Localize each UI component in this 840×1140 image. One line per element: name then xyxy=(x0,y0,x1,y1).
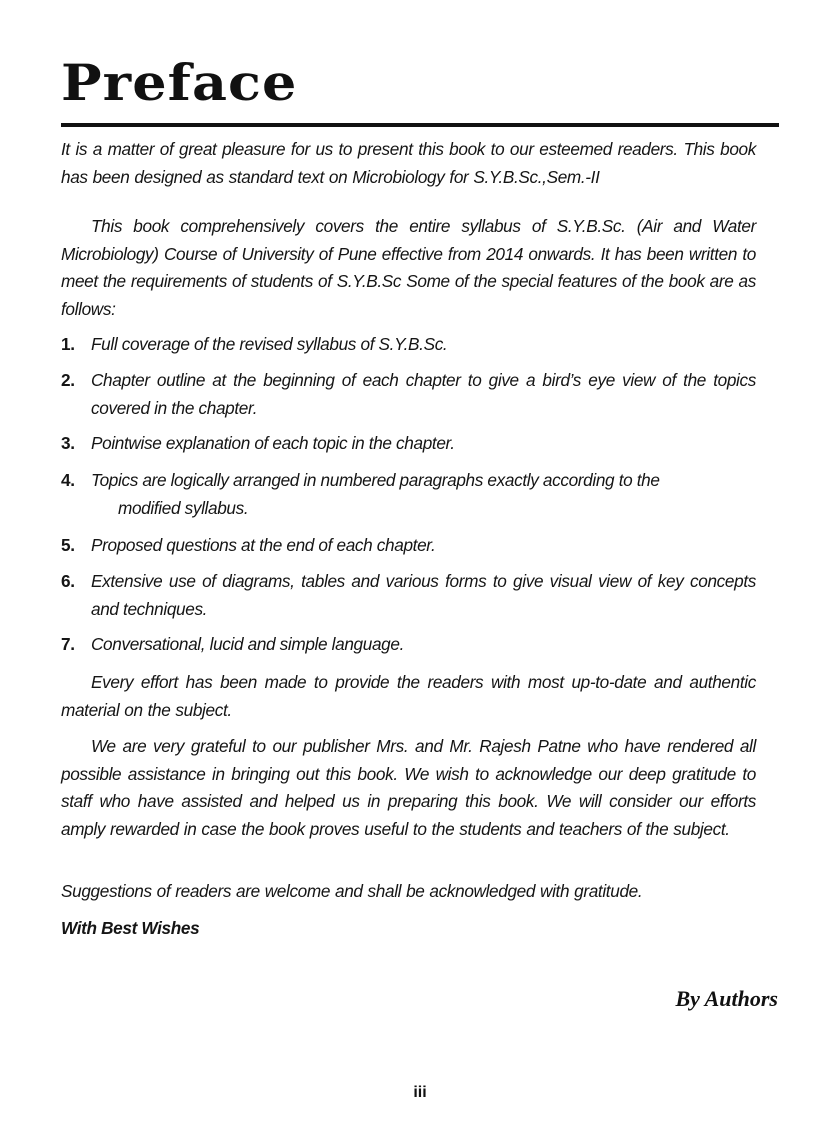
page-number: iii xyxy=(413,1084,427,1101)
effort-paragraph: Every effort has been made to provide the readers with most up-to-date and authentic material on the subject. xyxy=(61,672,756,720)
signature: By Authors xyxy=(675,986,778,1011)
closing-line: With Best Wishes xyxy=(61,918,200,938)
feature-item-3 xyxy=(61,430,756,458)
feature-text: Full coverage of the revised syllabus of S.Y.B.Sc. xyxy=(91,334,448,354)
feature-number: 1. xyxy=(61,334,75,354)
feature-item-7 xyxy=(61,631,756,659)
feature-text-line-1: Topics are logically arranged in numbered paragraphs exactly according to the xyxy=(91,470,660,490)
feature-item-6 xyxy=(61,568,756,623)
title-rule xyxy=(61,123,779,127)
feature-item-1 xyxy=(61,331,756,359)
feature-number: 2. xyxy=(61,370,75,390)
feature-number: 4. xyxy=(61,470,75,490)
feature-text: Extensive use of diagrams, tables and various forms to give visual view of key concepts and techniques. xyxy=(91,571,756,619)
feature-item-2 xyxy=(61,367,756,422)
feature-text-line-2: modified syllabus. xyxy=(118,497,249,518)
feature-number: 7. xyxy=(61,634,75,654)
feature-text: Pointwise explanation of each topic in the chapter. xyxy=(91,433,455,453)
acknowledgement-paragraph: We are very grateful to our publisher Mrs. and Mr. Rajesh Patne who have rendered all possible assistance in bringing out this book. We wish to acknowledge our deep gratitude to staff who have assisted and helped us in preparing this book. We will consider our efforts amply rewarded in case the book proves useful to the students and teachers of the subject. xyxy=(61,736,756,839)
feature-text xyxy=(91,467,756,522)
feature-text: Chapter outline at the beginning of each chapter to give a bird’s eye view of the topics covered in the chapter. xyxy=(91,370,756,418)
feature-text: Proposed questions at the end of each chapter. xyxy=(91,535,436,555)
syllabus-paragraph: This book comprehensively covers the entire syllabus of S.Y.B.Sc. (Air and Water Microbiology) Course of University of Pune effective from 2014 onwards. It has been written to meet the requirements of students of S.Y.B.Sc Some of the special features of the book are as follows: xyxy=(61,216,756,319)
feature-number: 3. xyxy=(61,433,75,453)
intro-paragraph: It is a matter of great pleasure for us to present this book to our esteemed readers. This book has been designed as standard text on Microbiology for S.Y.B.Sc.,Sem.-II xyxy=(61,139,756,187)
suggestions-paragraph: Suggestions of readers are welcome and shall be acknowledged with gratitude. xyxy=(61,881,643,901)
feature-item-4 xyxy=(61,467,756,522)
page-title: Preface xyxy=(61,53,298,112)
feature-item-5 xyxy=(61,532,756,560)
feature-text: Conversational, lucid and simple language. xyxy=(91,634,405,654)
feature-number: 5. xyxy=(61,535,75,555)
feature-number: 6. xyxy=(61,571,75,591)
